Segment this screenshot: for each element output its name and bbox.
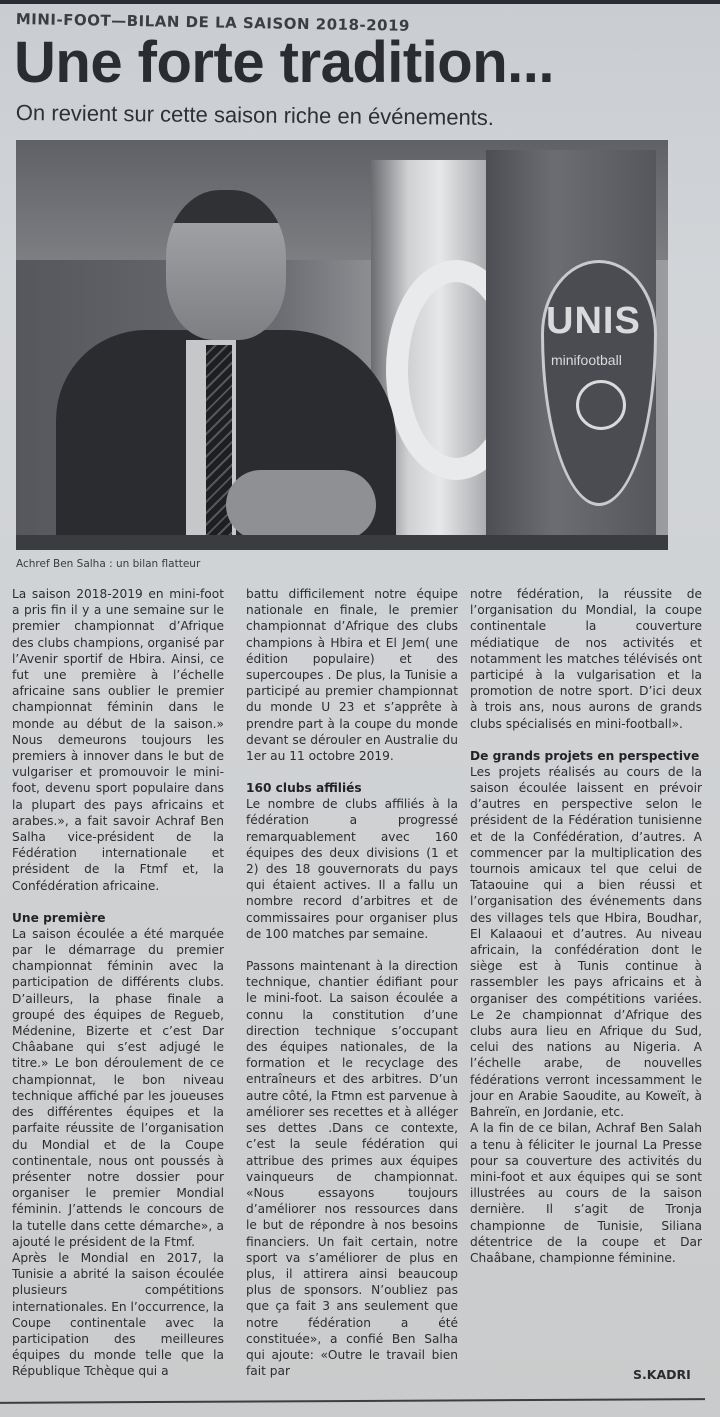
article-column-2 (246, 586, 458, 1379)
section-heading: Une première (12, 910, 106, 925)
paragraph: Après le Mondial en 2017, la Tunisie a abrité la saison écoulée plusieurs compétitions internationales. En l’occurrence, la Coupe continentale avec la participation des meilleures équipes du monde telle que la République Tchèque qui a (12, 1250, 224, 1379)
article-photo (16, 140, 668, 550)
person-clasped-hands (226, 470, 376, 540)
paragraph: notre fédération, la réussite de l’organisation du Mondial, la coupe continentale la couverture médiatique de nos activités et notamment les matches télévisés ont participé à la vulgarisation et la promotion de notre sport. D’ici deux à trois ans, nous aurons de grands clubs spécialisés en mini-football». (470, 587, 702, 731)
paragraph: A la fin de ce bilan, Achraf Ben Salah a tenu à féliciter le journal La Presse pour sa couverture des activités du mini-foot et aux équipes qui se sont illustrées au cours de la saison dernière. Il s’agit de Tronja championne de Tunisie, Siliana détentrice de la coupe et Dar Chaâbane, championne féminine. (470, 1121, 702, 1265)
paragraph: Les projets réalisés au cours de la saison écoulée laissent en prévoir d’autres en perspective selon le président de la Fédération tunisienne et de la Confédération, d’autres. A commencer par la multiplication des tournois amicaux tel que celui de Tataouine qui a bien réussi et l’organisation des événements dans des villages tels que Hbira, Boudhar, El Kalaaoui et d’autres. Au niveau africain, la confédération dont le siège est à Tunis continue à rassembler les pays africains et à organiser des compétitions variées. Le 2e championnat d’Afrique des clubs aura lieu en Afrique du Sud, celui des nations au Nigeria. A l’échelle arabe, de nouvelles fédérations verront incessamment le jour en Arabie Saoudite, au Koweït, à Bahreïn, en Jordanie, etc. (470, 764, 702, 1120)
paragraph: La saison écoulée a été marquée par le démarrage du premier championnat féminin avec la participation de différents clubs. D’ailleurs, la phase finale a groupé des équipes de Regueb, Médenine, Bizerte et c’est Dar Châabane qui s’est adjugé le titre.» Le bon déroulement de ce championnat, le bon niveau technique affiché par les joueuses des différentes équipes et la parfaite réussite de l’organisation du Mondial et de la Coupe continentale, nous ont poussés à présenter notre dossier pour organiser le premier Mondial féminin. J’attends le concours de la tutelle dans cette démarche», a ajouté le président de la Ftmf. (12, 926, 224, 1249)
section-heading: 160 clubs affiliés (246, 781, 362, 796)
crescent-star-emblem-icon (576, 380, 626, 430)
author-signature: S.KADRI (633, 1367, 691, 1382)
article-headline: Une forte tradition... (14, 30, 554, 95)
top-edge-bar (0, 0, 720, 4)
paragraph: Le nombre de clubs affiliés à la fédération a progressé remarquablement avec 160 équipes des deux divisions (1 et 2) des 18 gouvernorats du pays qui étaient actives. Il a fallu un nombre record d’arbitres et de commissaires pour organiser plus de 100 matches par semaine. (246, 797, 458, 941)
banner-text-small: minifootball (551, 352, 622, 368)
photo-caption: Achref Ben Salha : un bilan flatteur (16, 558, 201, 570)
section-heading: De grands projets en perspective (470, 748, 700, 763)
person-head (166, 190, 286, 340)
paragraph: battu difficilement notre équipe nationale en finale, le premier championnat d’Afrique des clubs champions à Hbira et El Jem( une édition populaire) et des supercoupes . De plus, la Tunisie a participé au premier championnat du monde U 23 et s’apprête à prendre part à la coupe du monde devant se dérouler en Australie du 1er au 11 octobre 2019. (246, 587, 458, 764)
desk-edge (16, 535, 668, 550)
article-column-3 (470, 586, 702, 1266)
section-kicker: MINI-FOOT—BILAN DE LA SAISON 2018-2019 (15, 10, 411, 35)
bottom-divider (0, 1398, 705, 1404)
article-column-1 (12, 586, 224, 1380)
banner-text-large: UNIS (546, 300, 641, 342)
article-subheadline: On revient sur cette saison riche en événements. (15, 100, 495, 131)
paragraph: La saison 2018-2019 en mini-foot a pris fin il y a une semaine sur le premier championnat d’Afrique des clubs champions, organisé par l’Avenir sportif de Hbira. Ainsi, ce fut une première à l’échelle africaine sans oublier le premier championnat féminin dans le monde au début de la saison.» Nous demeurons toujours les premiers à innover dans le but de vulgariser et promouvoir le mini-foot, devenu sport populaire dans la plupart des pays africains et arabes.», a fait savoir Achraf Ben Salha vice-président de la Fédération internationale et président de la Ftmf et, la Confédération africaine. (12, 587, 224, 893)
paragraph: Passons maintenant à la direction technique, chantier édifiant pour le mini-foot. La saison écoulée a connu la constitution d’une direction technique s’occupant des équipes nationales, de la formation et le recyclage des entraîneurs et des arbitres. D’un autre côté, la Ftmn est parvenue à améliorer ses recettes et à alléger ses dettes .Dans ce contexte, c’est la seule fédération qui attribue des primes aux équipes vainqueurs de championnat. «Nous essayons toujours d’améliorer nos ressources dans le but de répondre à nos besoins financiers. Un fait certain, notre sport va s’améliorer de plus en plus, il attirera ainsi beaucoup plus de sponsors. N’oubliez pas que ça fait 3 ans seulement que notre fédération a été constituée», a confié Ben Salha qui ajoute: «Outre le travail bien fait par (246, 959, 458, 1379)
